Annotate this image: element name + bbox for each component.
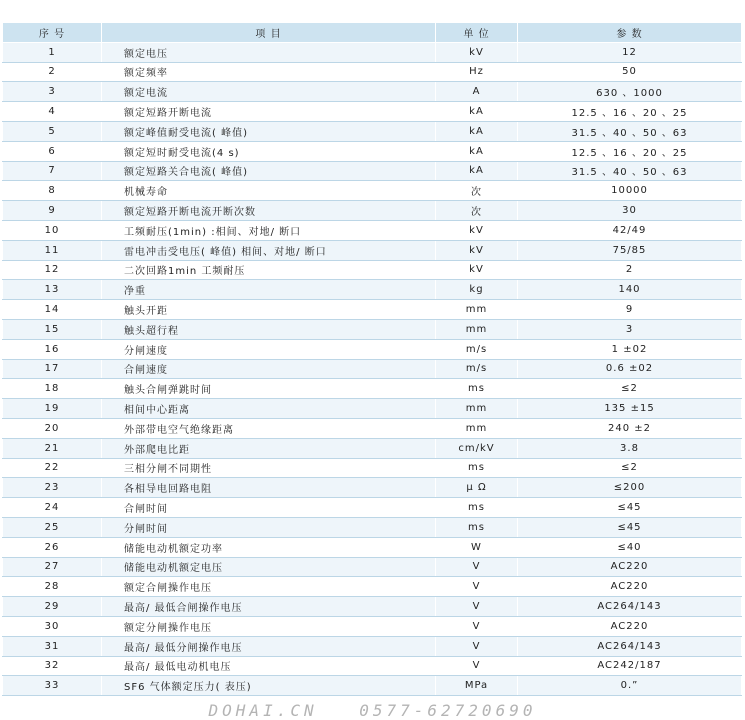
- table-row: [3, 42, 742, 62]
- cell-serial-no: 15: [3, 319, 102, 339]
- table-row: [3, 220, 742, 240]
- cell-serial-no: 19: [3, 399, 102, 419]
- cell-item: SF6 气体额定压力( 表压): [102, 676, 436, 696]
- cell-serial-no: 3: [3, 82, 102, 102]
- cell-unit: mm: [436, 300, 518, 320]
- cell-value: 75/85: [518, 240, 742, 260]
- cell-unit: ms: [436, 517, 518, 537]
- cell-serial-no: 2: [3, 62, 102, 82]
- cell-serial-no: 13: [3, 280, 102, 300]
- cell-item: 最高/ 最低合闸操作电压: [102, 597, 436, 617]
- table-row: [3, 319, 742, 339]
- cell-value: ≤2: [518, 458, 742, 478]
- watermark-footer: [0, 701, 745, 720]
- cell-item: 额定短路开断电流开断次数: [102, 201, 436, 221]
- cell-value: ≤45: [518, 517, 742, 537]
- cell-unit: m/s: [436, 359, 518, 379]
- cell-unit: m/s: [436, 339, 518, 359]
- cell-item: 合闸时间: [102, 498, 436, 518]
- cell-serial-no: 24: [3, 498, 102, 518]
- cell-value: 9: [518, 300, 742, 320]
- cell-item: 净重: [102, 280, 436, 300]
- table-row: [3, 537, 742, 557]
- cell-item: 外部爬电比距: [102, 438, 436, 458]
- cell-item: 额定短路关合电流( 峰值): [102, 161, 436, 181]
- table-row: [3, 260, 742, 280]
- cell-item: 二次回路1min 工频耐压: [102, 260, 436, 280]
- cell-item: 额定分闸操作电压: [102, 616, 436, 636]
- table-row: [3, 141, 742, 161]
- cell-serial-no: 4: [3, 102, 102, 122]
- cell-value: ≤45: [518, 498, 742, 518]
- table-row: [3, 517, 742, 537]
- cell-item: 分闸速度: [102, 339, 436, 359]
- cell-serial-no: 1: [3, 42, 102, 62]
- cell-value: 12: [518, 42, 742, 62]
- watermark-site: DOHAI.CN: [208, 701, 318, 720]
- cell-item: 储能电动机额定功率: [102, 537, 436, 557]
- watermark-phone: 0577-62720690: [359, 701, 537, 720]
- cell-value: 1 ±02: [518, 339, 742, 359]
- cell-value: AC264/143: [518, 597, 742, 617]
- cell-unit: mm: [436, 418, 518, 438]
- cell-item: 分闸时间: [102, 517, 436, 537]
- cell-serial-no: 6: [3, 141, 102, 161]
- cell-serial-no: 22: [3, 458, 102, 478]
- cell-serial-no: 30: [3, 616, 102, 636]
- table-body: [3, 42, 742, 695]
- cell-item: 各相导电回路电阻: [102, 478, 436, 498]
- cell-unit: Hz: [436, 62, 518, 82]
- cell-unit: cm/kV: [436, 438, 518, 458]
- cell-serial-no: 17: [3, 359, 102, 379]
- cell-serial-no: 8: [3, 181, 102, 201]
- cell-value: 31.5 、40 、50 、63: [518, 121, 742, 141]
- cell-serial-no: 31: [3, 636, 102, 656]
- table-row: [3, 418, 742, 438]
- cell-item: 额定电压: [102, 42, 436, 62]
- cell-item: 雷电冲击受电压( 峰值) 相间、对地/ 断口: [102, 240, 436, 260]
- cell-item: 额定短时耐受电流(4 s): [102, 141, 436, 161]
- table-row: [3, 676, 742, 696]
- cell-item: 额定合闸操作电压: [102, 577, 436, 597]
- header-serial-no: 序 号: [3, 23, 102, 43]
- cell-unit: kA: [436, 102, 518, 122]
- cell-value: AC220: [518, 577, 742, 597]
- cell-serial-no: 12: [3, 260, 102, 280]
- table-row: [3, 359, 742, 379]
- cell-serial-no: 5: [3, 121, 102, 141]
- cell-value: 12.5 、16 、20 、25: [518, 102, 742, 122]
- cell-serial-no: 10: [3, 220, 102, 240]
- table-row: [3, 240, 742, 260]
- cell-value: AC242/187: [518, 656, 742, 676]
- cell-unit: V: [436, 616, 518, 636]
- cell-serial-no: 26: [3, 537, 102, 557]
- table-row: [3, 379, 742, 399]
- cell-value: AC220: [518, 557, 742, 577]
- cell-value: 42/49: [518, 220, 742, 240]
- table-row: [3, 121, 742, 141]
- cell-item: 额定频率: [102, 62, 436, 82]
- table-row: [3, 616, 742, 636]
- table-row: [3, 339, 742, 359]
- cell-unit: V: [436, 597, 518, 617]
- cell-value: 12.5 、16 、20 、25: [518, 141, 742, 161]
- cell-unit: kg: [436, 280, 518, 300]
- cell-serial-no: 27: [3, 557, 102, 577]
- cell-item: 三相分闸不同期性: [102, 458, 436, 478]
- cell-serial-no: 9: [3, 201, 102, 221]
- cell-value: 31.5 、40 、50 、63: [518, 161, 742, 181]
- cell-value: 10000: [518, 181, 742, 201]
- cell-serial-no: 29: [3, 597, 102, 617]
- cell-unit: kV: [436, 240, 518, 260]
- cell-unit: V: [436, 636, 518, 656]
- cell-value: 3: [518, 319, 742, 339]
- cell-value: 630 、1000: [518, 82, 742, 102]
- cell-unit: A: [436, 82, 518, 102]
- cell-unit: kA: [436, 141, 518, 161]
- cell-unit: kV: [436, 42, 518, 62]
- cell-serial-no: 33: [3, 676, 102, 696]
- cell-value: 140: [518, 280, 742, 300]
- cell-item: 储能电动机额定电压: [102, 557, 436, 577]
- table-row: [3, 478, 742, 498]
- cell-unit: mm: [436, 399, 518, 419]
- cell-unit: ms: [436, 379, 518, 399]
- cell-item: 机械寿命: [102, 181, 436, 201]
- cell-item: 触头超行程: [102, 319, 436, 339]
- cell-unit: MPa: [436, 676, 518, 696]
- cell-unit: 次: [436, 181, 518, 201]
- cell-serial-no: 18: [3, 379, 102, 399]
- cell-item: 额定短路开断电流: [102, 102, 436, 122]
- cell-serial-no: 28: [3, 577, 102, 597]
- cell-unit: W: [436, 537, 518, 557]
- table-row: [3, 399, 742, 419]
- cell-item: 最高/ 最低电动机电压: [102, 656, 436, 676]
- cell-value: 30: [518, 201, 742, 221]
- cell-unit: ms: [436, 458, 518, 478]
- cell-unit: kV: [436, 220, 518, 240]
- table-header-row: [3, 23, 742, 43]
- cell-unit: mm: [436, 319, 518, 339]
- cell-value: ≤2: [518, 379, 742, 399]
- cell-unit: V: [436, 557, 518, 577]
- table-row: [3, 181, 742, 201]
- table-row: [3, 498, 742, 518]
- cell-value: AC264/143: [518, 636, 742, 656]
- cell-item: 触头开距: [102, 300, 436, 320]
- table-row: [3, 201, 742, 221]
- cell-value: 0.”: [518, 676, 742, 696]
- header-unit: 单 位: [436, 23, 518, 43]
- table-row: [3, 458, 742, 478]
- table-row: [3, 300, 742, 320]
- cell-item: 额定峰值耐受电流( 峰值): [102, 121, 436, 141]
- cell-unit: kV: [436, 260, 518, 280]
- table-row: [3, 577, 742, 597]
- cell-serial-no: 21: [3, 438, 102, 458]
- cell-serial-no: 7: [3, 161, 102, 181]
- cell-item: 额定电流: [102, 82, 436, 102]
- cell-item: 触头合闸弹跳时间: [102, 379, 436, 399]
- cell-serial-no: 23: [3, 478, 102, 498]
- cell-value: ≤40: [518, 537, 742, 557]
- cell-value: 50: [518, 62, 742, 82]
- cell-value: 0.6 ±02: [518, 359, 742, 379]
- cell-value: 3.8: [518, 438, 742, 458]
- cell-serial-no: 20: [3, 418, 102, 438]
- cell-unit: 次: [436, 201, 518, 221]
- cell-value: ≤200: [518, 478, 742, 498]
- cell-unit: kA: [436, 121, 518, 141]
- cell-unit: kA: [436, 161, 518, 181]
- cell-serial-no: 32: [3, 656, 102, 676]
- table-row: [3, 557, 742, 577]
- cell-item: 最高/ 最低分闸操作电压: [102, 636, 436, 656]
- table-row: [3, 102, 742, 122]
- spec-table: [2, 22, 742, 696]
- table-row: [3, 280, 742, 300]
- cell-value: 240 ±2: [518, 418, 742, 438]
- table-row: [3, 82, 742, 102]
- table-row: [3, 597, 742, 617]
- table-row: [3, 636, 742, 656]
- cell-unit: V: [436, 656, 518, 676]
- cell-serial-no: 11: [3, 240, 102, 260]
- cell-serial-no: 25: [3, 517, 102, 537]
- table-row: [3, 62, 742, 82]
- table-row: [3, 161, 742, 181]
- cell-item: 外部带电空气绝缘距离: [102, 418, 436, 438]
- table-row: [3, 438, 742, 458]
- header-value: 参 数: [518, 23, 742, 43]
- cell-serial-no: 16: [3, 339, 102, 359]
- cell-value: 2: [518, 260, 742, 280]
- cell-unit: μ Ω: [436, 478, 518, 498]
- cell-unit: ms: [436, 498, 518, 518]
- cell-value: 135 ±15: [518, 399, 742, 419]
- cell-value: AC220: [518, 616, 742, 636]
- cell-item: 合闸速度: [102, 359, 436, 379]
- cell-serial-no: 14: [3, 300, 102, 320]
- cell-unit: V: [436, 577, 518, 597]
- cell-item: 工频耐压(1min) :相间、对地/ 断口: [102, 220, 436, 240]
- cell-item: 相间中心距离: [102, 399, 436, 419]
- table-row: [3, 656, 742, 676]
- header-item: 项 目: [102, 23, 436, 43]
